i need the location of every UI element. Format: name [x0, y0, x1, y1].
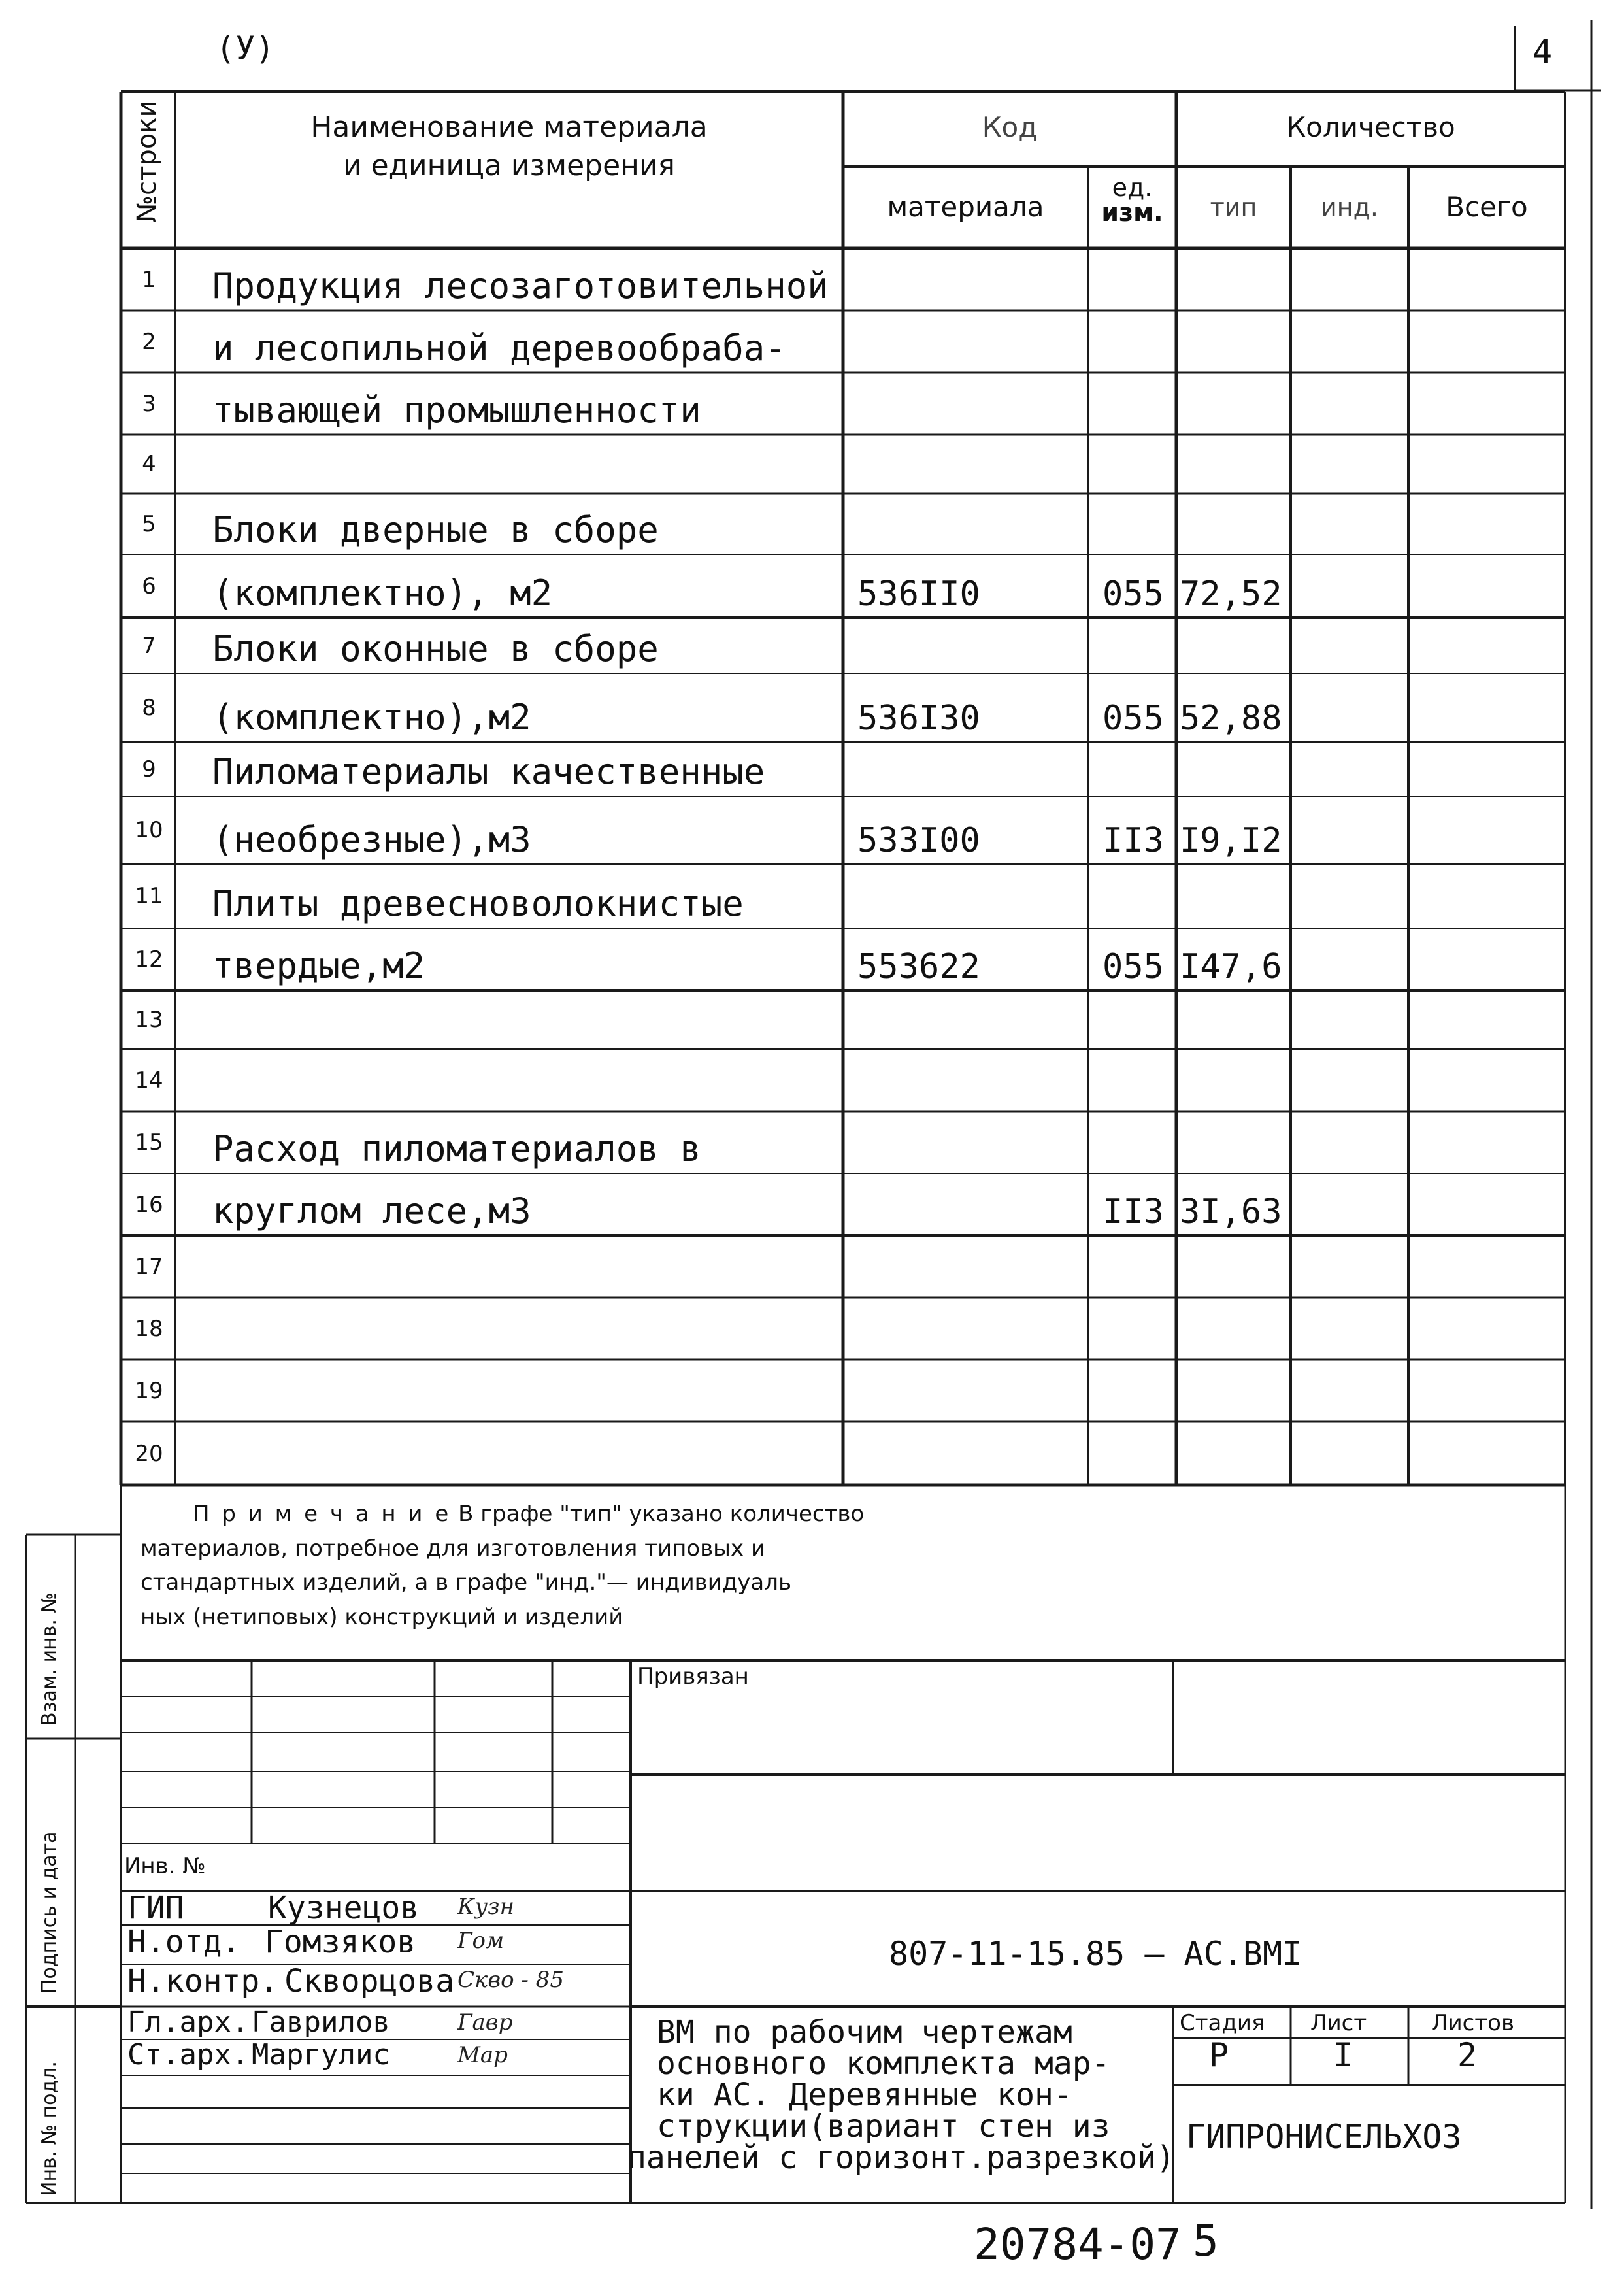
row-number: 4 [142, 451, 156, 477]
row-number: 9 [142, 756, 156, 782]
row-code-unit [1091, 1235, 1175, 1298]
row-code-unit [1091, 310, 1175, 373]
inv-no-label: Инв. № [124, 1853, 206, 1879]
sheet-label: Лист [1310, 2010, 1367, 2036]
staff-role: ГИП [127, 1890, 184, 1926]
row-code-unit [1091, 742, 1175, 796]
description-line: ки АС. Деревянные кон- [657, 2077, 1072, 2113]
row-qty-type [1180, 1235, 1291, 1298]
top-mark: (У) [216, 29, 275, 67]
staff-name: Гомзяков [265, 1924, 416, 1960]
header-name-line1: Наименование материала [310, 110, 708, 144]
bottom-page: 5 [1193, 2216, 1219, 2266]
sheets-value: 2 [1457, 2036, 1478, 2074]
row-qty-type [1180, 1111, 1291, 1173]
staff-signature: Гом [457, 1928, 505, 1954]
staff-role: Н.контр. [127, 1963, 279, 2000]
row-number: 11 [135, 883, 163, 909]
staff-signature: Кузн [457, 1894, 514, 1920]
row-code-material [857, 1049, 1086, 1111]
row-code-unit [1091, 618, 1175, 673]
note-lead: П р и м е ч а н и е [193, 1501, 452, 1527]
description-line: ВМ по рабочим чертежам [657, 2014, 1072, 2051]
staff-name: Скворцова [284, 1963, 455, 2000]
row-code-unit [1091, 435, 1175, 494]
row-qty-type [1180, 1360, 1291, 1422]
row-name: твердые,м2 [212, 945, 425, 986]
row-qty-type [1180, 864, 1291, 928]
row-code-material: 536I30 [857, 699, 980, 738]
row-name [212, 1049, 840, 1111]
header-name-line2: и единица измерения [342, 149, 676, 183]
row-number: 16 [135, 1191, 163, 1218]
row-number: 12 [135, 946, 163, 973]
sheet-value: I [1333, 2036, 1353, 2074]
row-code-material [857, 1422, 1086, 1485]
row-code-unit: 055 [1102, 947, 1164, 986]
sheets-label: Листов [1431, 2010, 1515, 2036]
header-code: Код [982, 111, 1038, 143]
staff-signature: Гавр [457, 2009, 513, 2035]
row-name: Продукция лесозаготовительной [212, 265, 829, 307]
note-line4: ных (нетиповых) конструкций и изделий [141, 1604, 623, 1631]
description-line: основного комплекта мар- [657, 2045, 1110, 2082]
header-code-unit-line2: изм. [1101, 198, 1163, 227]
row-name: круглом лесе,м3 [212, 1190, 531, 1231]
row-code-material [857, 742, 1086, 796]
row-number: 19 [135, 1377, 163, 1404]
row-name: (необрезные),м3 [212, 819, 531, 860]
staff-name: Гаврилов [252, 2005, 390, 2039]
staff-role: Ст.арх. [127, 2038, 249, 2071]
row-qty-type: 72,52 [1180, 575, 1282, 614]
row-qty-type [1180, 494, 1291, 554]
row-number: 7 [142, 632, 156, 659]
row-code-unit [1091, 1049, 1175, 1111]
row-code-unit [1091, 373, 1175, 435]
staff-role: Н.отд. [127, 1924, 241, 1960]
side-label-inv-podl: Инв. № подл. [38, 2061, 61, 2196]
row-name [212, 435, 840, 494]
row-name: (комплектно), м2 [212, 573, 553, 614]
row-name [212, 990, 840, 1049]
doc-code: 807-11-15.85 — АС.ВМI [889, 1935, 1302, 1973]
staff-name: Кузнецов [268, 1890, 420, 1926]
row-qty-type [1180, 1298, 1291, 1360]
row-code-unit: 055 [1102, 699, 1164, 738]
row-name: Блоки оконные в сборе [212, 628, 659, 669]
organization: ГИПРОНИСЕЛЬХОЗ [1186, 2118, 1462, 2156]
row-code-material [857, 1360, 1086, 1422]
row-qty-type [1180, 1422, 1291, 1485]
sheet-number: 4 [1533, 33, 1553, 71]
row-code-unit [1091, 990, 1175, 1049]
staff-signature: Мар [457, 2042, 508, 2068]
row-number: 13 [135, 1007, 163, 1033]
stage-label: Стадия [1180, 2010, 1265, 2036]
bottom-number: 20784-07 [974, 2219, 1182, 2270]
row-code-material [857, 1298, 1086, 1360]
privyazan-label: Привязан [637, 1664, 749, 1690]
row-code-unit [1091, 1422, 1175, 1485]
row-name: Пиломатериалы качественные [212, 751, 765, 792]
row-qty-type [1180, 248, 1291, 310]
row-name: Расход пиломатериалов в [212, 1128, 701, 1169]
row-number: 3 [142, 390, 156, 417]
row-code-material [857, 1173, 1086, 1235]
staff-signature: Скво - 85 [457, 1967, 564, 1993]
side-label-podpis: Подпись и дата [38, 1831, 61, 1994]
row-code-unit [1091, 1298, 1175, 1360]
row-number: 8 [142, 694, 156, 721]
side-label-vzam: Взам. инв. № [38, 1592, 61, 1726]
row-qty-type [1180, 310, 1291, 373]
row-code-material: 533I00 [857, 821, 980, 860]
row-name [212, 1422, 840, 1485]
row-number: 6 [142, 573, 156, 599]
row-number: 20 [135, 1440, 163, 1467]
row-number: 14 [135, 1067, 163, 1094]
row-code-material [857, 1111, 1086, 1173]
row-code-material [857, 373, 1086, 435]
row-code-material [857, 494, 1086, 554]
stage-value: Р [1209, 2036, 1229, 2074]
header-qty-type: тип [1210, 193, 1257, 222]
row-number: 2 [142, 328, 156, 355]
header-quantity: Количество [1286, 111, 1455, 143]
description-line: струкции(вариант стен из [657, 2108, 1110, 2145]
row-code-unit: II3 [1102, 1192, 1164, 1231]
row-name: (комплектно),м2 [212, 697, 531, 738]
row-qty-type: I47,6 [1180, 947, 1282, 986]
description [627, 2014, 1176, 2176]
row-qty-type: I9,I2 [1180, 821, 1282, 860]
row-name [212, 1298, 840, 1360]
note-line2: материалов, потребное для изготовления типовых и [141, 1535, 766, 1562]
row-name: тывающей промышленности [212, 390, 701, 431]
row-name: Блоки дверные в сборе [212, 509, 659, 550]
row-number: 18 [135, 1315, 163, 1342]
header-row-number: №строки [132, 100, 162, 223]
row-qty-type: 3I,63 [1180, 1192, 1282, 1231]
row-code-unit [1091, 1360, 1175, 1422]
row-code-material: 553622 [857, 947, 980, 986]
row-code-material [857, 864, 1086, 928]
row-name: и лесопильной деревообраба- [212, 327, 786, 369]
row-code-unit: 055 [1102, 575, 1164, 614]
row-name [212, 1360, 840, 1422]
row-code-material [857, 310, 1086, 373]
description-line: панелей с горизонт.разрезкой) [627, 2139, 1176, 2176]
row-code-material: 536II0 [857, 575, 980, 614]
row-number: 15 [135, 1129, 163, 1156]
row-code-material [857, 618, 1086, 673]
header-code-material: материала [887, 191, 1044, 223]
row-code-unit [1091, 864, 1175, 928]
header-code-unit-line1: ед. [1112, 173, 1153, 202]
row-code-unit: II3 [1102, 821, 1164, 860]
row-number: 1 [142, 266, 156, 293]
note-line3: стандартных изделий, а в графе "инд."— индивидуаль [141, 1569, 792, 1596]
header-qty-total: Всего [1446, 191, 1528, 223]
row-code-material [857, 435, 1086, 494]
note-block [141, 1497, 1121, 1635]
row-code-material [857, 248, 1086, 310]
row-code-unit [1091, 248, 1175, 310]
row-qty-type: 52,88 [1180, 699, 1282, 738]
row-number: 10 [135, 817, 163, 843]
row-name: Плиты древесноволокнистые [212, 883, 744, 924]
row-qty-type [1180, 618, 1291, 673]
row-qty-type [1180, 435, 1291, 494]
row-qty-type [1180, 742, 1291, 796]
row-code-material [857, 1235, 1086, 1298]
header-qty-ind: инд. [1321, 193, 1378, 222]
row-name [212, 1235, 840, 1298]
row-code-material [857, 990, 1086, 1049]
row-code-unit [1091, 1111, 1175, 1173]
row-number: 17 [135, 1253, 163, 1280]
row-code-unit [1091, 494, 1175, 554]
row-qty-type [1180, 1049, 1291, 1111]
staff-name: Маргулис [252, 2038, 390, 2071]
staff-role: Гл.арх. [127, 2005, 249, 2039]
row-number: 5 [142, 511, 156, 537]
row-qty-type [1180, 990, 1291, 1049]
row-qty-type [1180, 373, 1291, 435]
note-line1: В графе "тип" указано количество [458, 1501, 865, 1527]
